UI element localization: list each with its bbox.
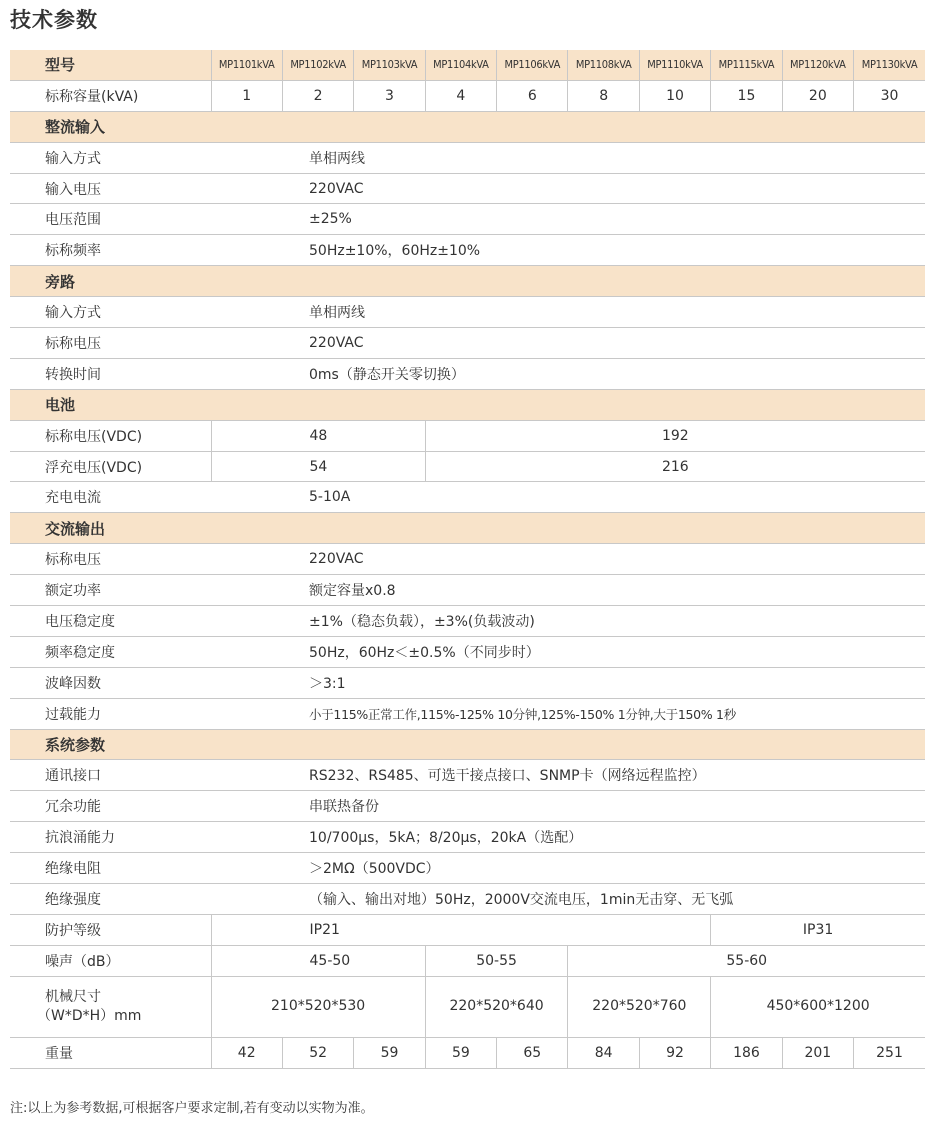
spec-value: （输入、输出对地）50Hz，2000V交流电压，1min无击穿、无飞弧 (211, 884, 925, 915)
spec-row (10, 853, 925, 884)
model-cell: MP1106kVA (497, 50, 568, 80)
spec-row (10, 884, 925, 915)
spec-row (10, 636, 925, 667)
spec-label: 绝缘强度 (10, 884, 211, 915)
spec-row (10, 606, 925, 637)
spec-value: 220VAC (211, 328, 925, 359)
spec-label: 冗余功能 (10, 791, 211, 822)
spec-label: 防护等级 (10, 914, 211, 945)
capacity-cell: 20 (782, 80, 853, 111)
spec-label: 标称电压 (10, 544, 211, 575)
spec-table (10, 50, 925, 1069)
spec-value: 450*600*1200 (711, 976, 925, 1037)
spec-label (10, 976, 211, 1037)
spec-value: RS232、RS485、可选干接点接口、SNMP卡（网络远程监控） (211, 760, 925, 791)
spec-label: 浮充电压(VDC) (10, 451, 211, 482)
weight-cell: 52 (282, 1037, 353, 1068)
section-system (10, 729, 925, 760)
spec-value: 55-60 (568, 945, 925, 976)
spec-value: 串联热备份 (211, 791, 925, 822)
footnote: 注:以上为参考数据,可根据客户要求定制,若有变动以实物为准。 (10, 1101, 374, 1116)
spec-label: 噪声（dB） (10, 945, 211, 976)
protection-row (10, 914, 925, 945)
spec-value: 210*520*530 (211, 976, 425, 1037)
spec-row (10, 297, 925, 328)
weight-cell: 92 (639, 1037, 710, 1068)
section-title: 旁路 (10, 266, 925, 297)
spec-row (10, 575, 925, 606)
spec-value: 220VAC (211, 173, 925, 204)
section-title: 电池 (10, 389, 925, 420)
weight-cell: 42 (211, 1037, 282, 1068)
spec-value: 5-10A (211, 482, 925, 513)
section-ac-output (10, 513, 925, 544)
spec-value: 54 (211, 451, 425, 482)
spec-label: 转换时间 (10, 358, 211, 389)
spec-value: 50Hz±10%，60Hz±10% (211, 235, 925, 266)
spec-label: 标称电压(VDC) (10, 420, 211, 451)
spec-value: IP31 (711, 914, 925, 945)
spec-value: 220*520*640 (425, 976, 568, 1037)
model-cell: MP1110kVA (639, 50, 710, 80)
model-cell: MP1101kVA (211, 50, 282, 80)
weight-cell: 65 (497, 1037, 568, 1068)
weight-cell: 251 (854, 1037, 925, 1068)
model-cell: MP1130kVA (854, 50, 925, 80)
spec-label: 输入电压 (10, 173, 211, 204)
spec-value: ＞3:1 (211, 667, 925, 698)
spec-label: 通讯接口 (10, 760, 211, 791)
size-label-line1: 机械尺寸 (45, 988, 101, 1005)
capacity-cell: 3 (354, 80, 425, 111)
spec-row (10, 420, 925, 451)
model-cell: MP1115kVA (711, 50, 782, 80)
spec-label: 输入方式 (10, 297, 211, 328)
spec-value: 0ms（静态开关零切换） (211, 358, 925, 389)
capacity-cell: 2 (282, 80, 353, 111)
spec-row (10, 760, 925, 791)
spec-row (10, 451, 925, 482)
spec-value: ±1%（稳态负载），±3%(负载波动) (211, 606, 925, 637)
weight-cell: 186 (711, 1037, 782, 1068)
section-battery (10, 389, 925, 420)
spec-label: 波峰因数 (10, 667, 211, 698)
spec-value: 192 (425, 420, 925, 451)
model-cell: MP1102kVA (282, 50, 353, 80)
model-row (10, 50, 925, 80)
spec-row (10, 544, 925, 575)
spec-value: ＞2MΩ（500VDC） (211, 853, 925, 884)
weight-row (10, 1037, 925, 1068)
section-rectifier (10, 111, 925, 142)
capacity-cell: 15 (711, 80, 782, 111)
spec-row (10, 482, 925, 513)
spec-label: 抗浪涌能力 (10, 822, 211, 853)
capacity-cell: 4 (425, 80, 496, 111)
spec-value: 单相两线 (211, 297, 925, 328)
spec-value: 220*520*760 (568, 976, 711, 1037)
capacity-cell: 8 (568, 80, 639, 111)
weight-cell: 59 (354, 1037, 425, 1068)
model-cell: MP1108kVA (568, 50, 639, 80)
spec-row (10, 204, 925, 235)
spec-value: 45-50 (211, 945, 425, 976)
spec-label: 标称频率 (10, 235, 211, 266)
capacity-label: 标称容量(kVA) (10, 80, 211, 111)
model-cell: MP1103kVA (354, 50, 425, 80)
spec-row (10, 822, 925, 853)
spec-label: 电压范围 (10, 204, 211, 235)
spec-label: 电压稳定度 (10, 606, 211, 637)
spec-label: 绝缘电阻 (10, 853, 211, 884)
spec-value: 小于115%正常工作,115%-125% 10分钟,125%-150% 1分钟,大于150% 1秒 (211, 698, 925, 729)
noise-row (10, 945, 925, 976)
capacity-cell: 10 (639, 80, 710, 111)
size-row (10, 976, 925, 1037)
spec-label: 频率稳定度 (10, 636, 211, 667)
spec-value: 10/700μs，5kA；8/20μs，20kA（选配） (211, 822, 925, 853)
spec-label: 过载能力 (10, 698, 211, 729)
capacity-cell: 30 (854, 80, 925, 111)
model-cell: MP1104kVA (425, 50, 496, 80)
spec-value: 单相两线 (211, 142, 925, 173)
spec-value: 50Hz，60Hz＜±0.5%（不同步时） (211, 636, 925, 667)
spec-label: 输入方式 (10, 142, 211, 173)
spec-value: 216 (425, 451, 925, 482)
model-cell: MP1120kVA (782, 50, 853, 80)
spec-row (10, 142, 925, 173)
spec-label: 充电电流 (10, 482, 211, 513)
spec-label: 额定功率 (10, 575, 211, 606)
spec-value: ±25% (211, 204, 925, 235)
spec-row (10, 173, 925, 204)
spec-value: IP21 (211, 914, 711, 945)
spec-row (10, 358, 925, 389)
capacity-cell: 6 (497, 80, 568, 111)
weight-cell: 59 (425, 1037, 496, 1068)
spec-value: 额定容量x0.8 (211, 575, 925, 606)
spec-label: 标称电压 (10, 328, 211, 359)
spec-row (10, 328, 925, 359)
spec-label: 重量 (10, 1037, 211, 1068)
capacity-row (10, 80, 925, 111)
section-title: 系统参数 (10, 729, 925, 760)
page-title: 技术参数 (10, 8, 98, 32)
size-label-line2: （W*D*H）mm (37, 1007, 142, 1024)
section-title: 交流输出 (10, 513, 925, 544)
weight-cell: 201 (782, 1037, 853, 1068)
weight-cell: 84 (568, 1037, 639, 1068)
spec-row (10, 698, 925, 729)
section-bypass (10, 266, 925, 297)
spec-row (10, 235, 925, 266)
section-title: 整流输入 (10, 111, 925, 142)
spec-value: 220VAC (211, 544, 925, 575)
capacity-cell: 1 (211, 80, 282, 111)
spec-row (10, 791, 925, 822)
spec-value: 48 (211, 420, 425, 451)
spec-value: 50-55 (425, 945, 568, 976)
model-label: 型号 (10, 50, 211, 80)
spec-row (10, 667, 925, 698)
